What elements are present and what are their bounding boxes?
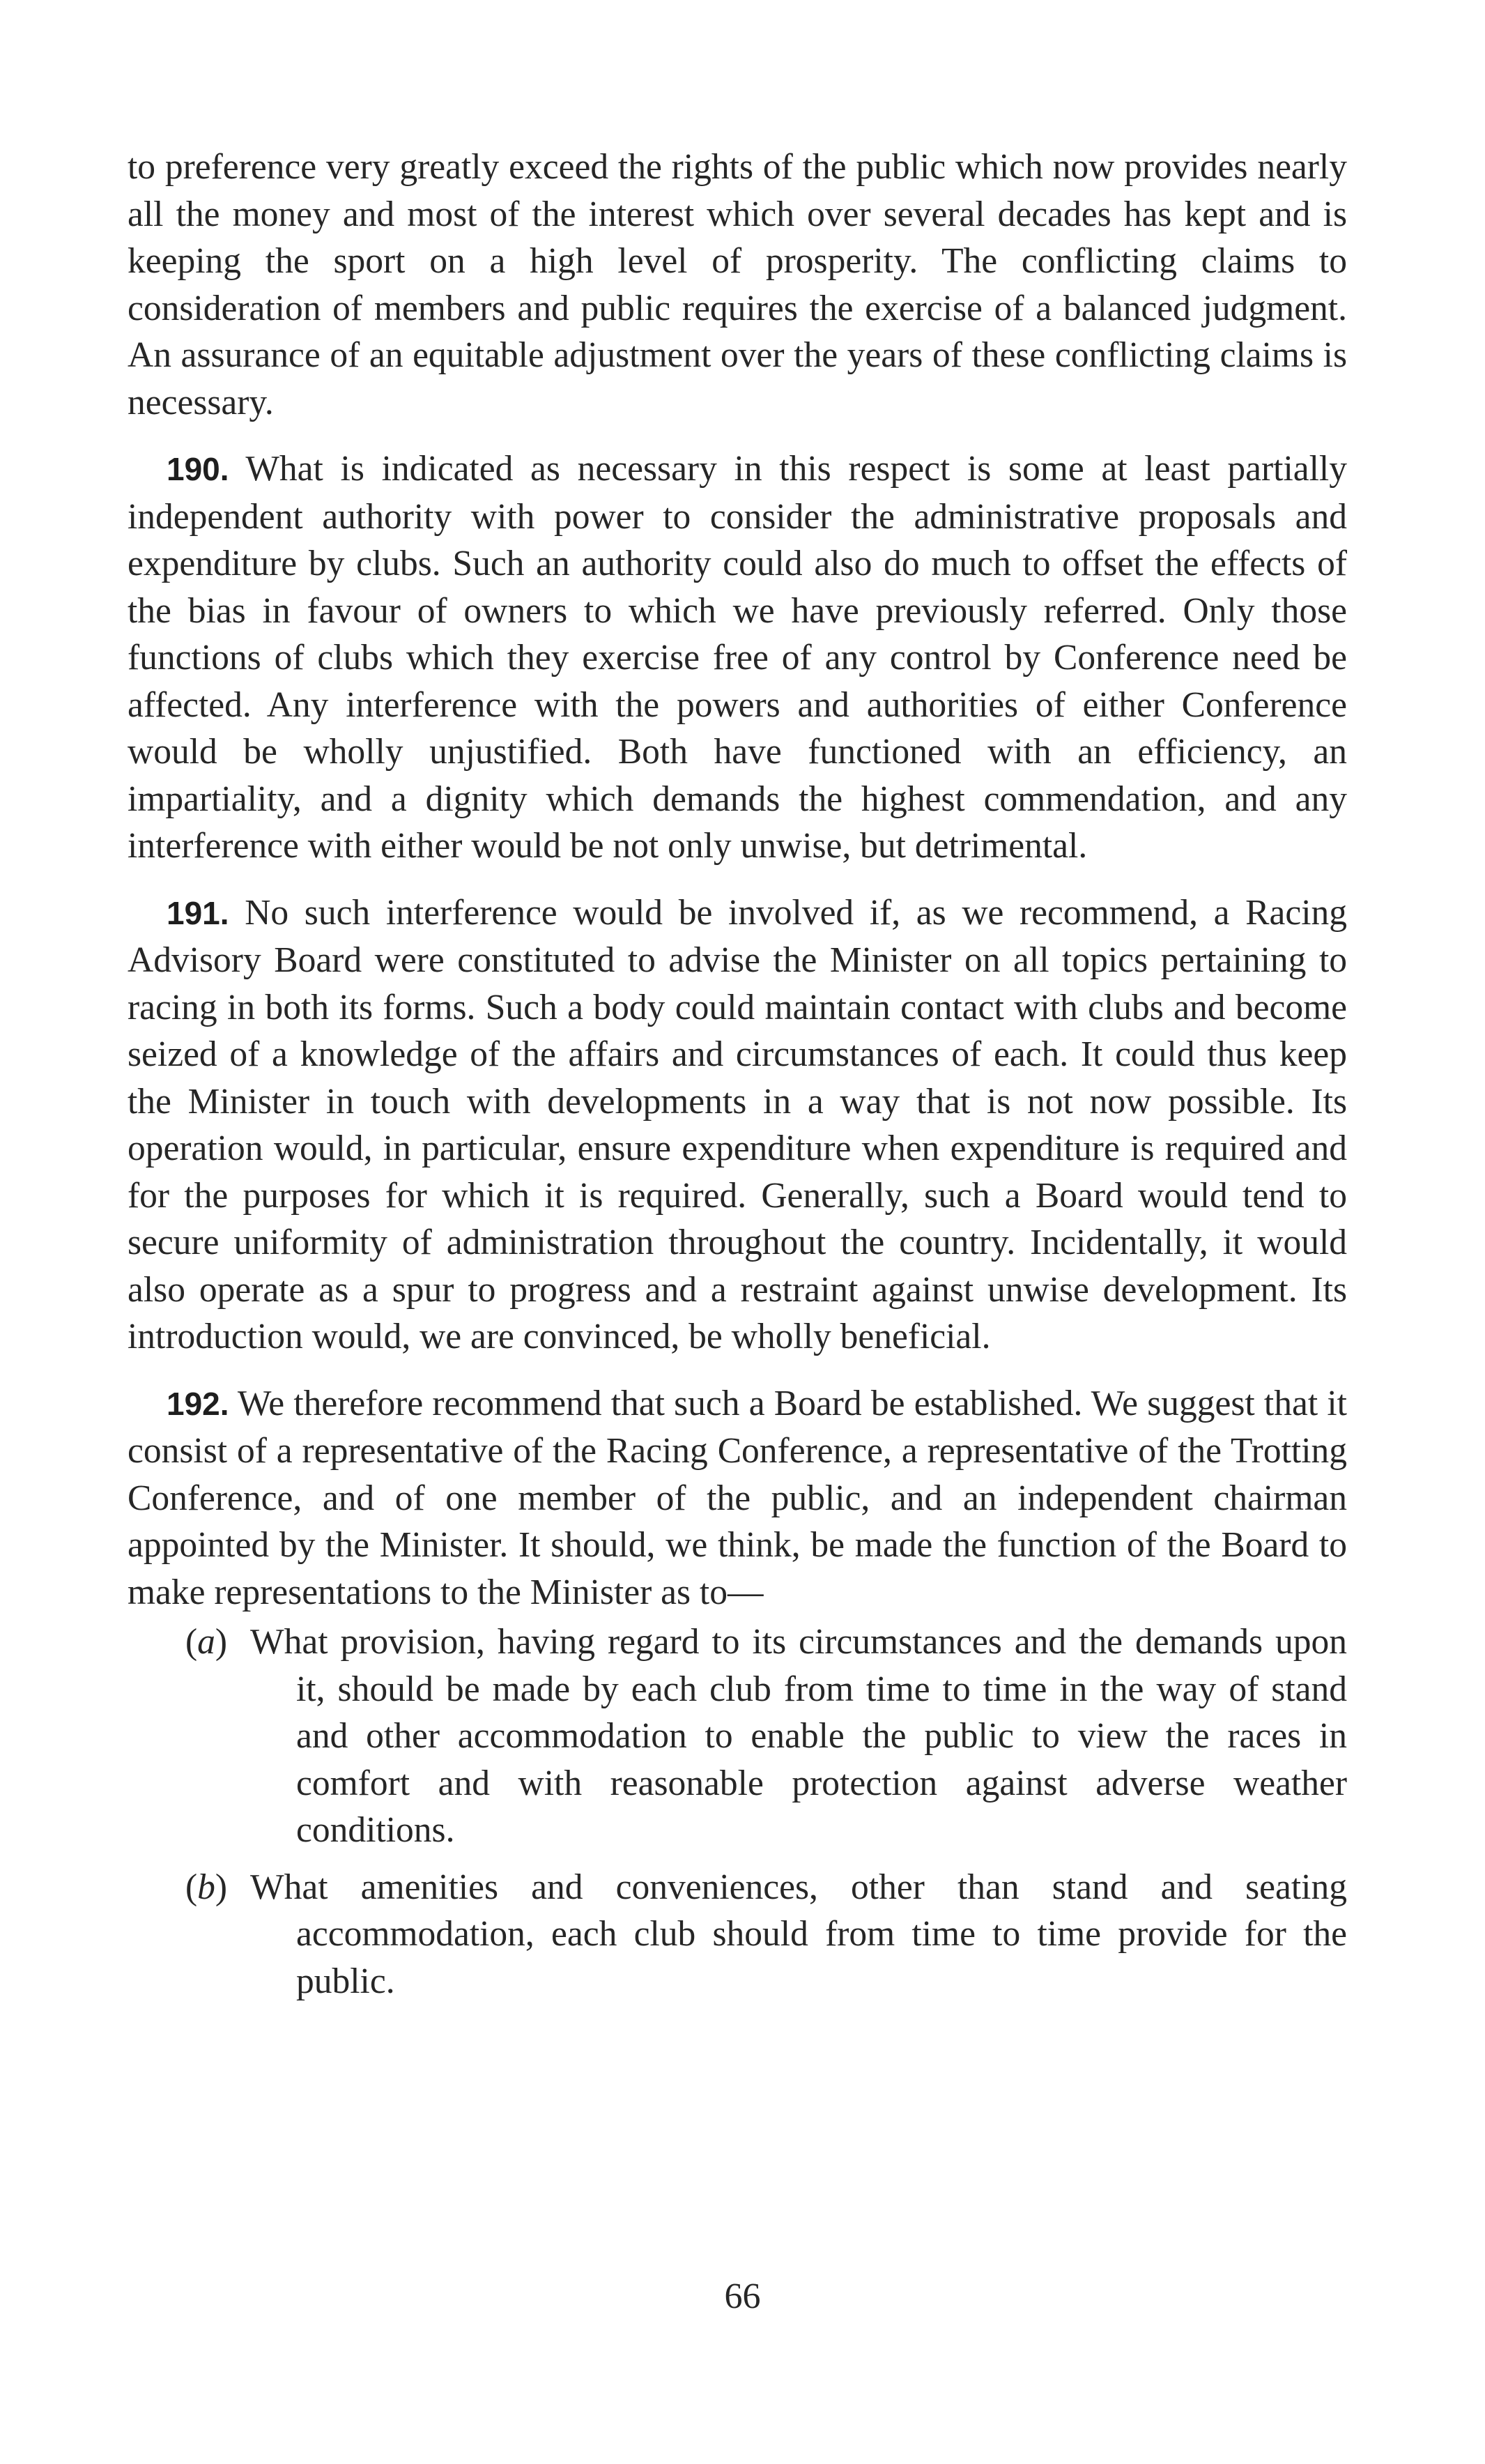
document-page <box>128 144 1347 2005</box>
paragraph-continued: to preference very greatly exceed the rights of the public which now provides nearly all the money and most of the interest which over several decades has kept and is keeping the sport on a high level of prosperity. The conflicting claims to consideration of members and public requires the exercise of a balanced judgment. An assurance of an equitable adjustment over the years of these conflicting claims is necessary. <box>128 147 1347 422</box>
list <box>128 1619 1347 2005</box>
list-item-a <box>128 1619 1347 1854</box>
list-item-b <box>128 1864 1347 2005</box>
paragraph-number: 192. <box>167 1385 229 1422</box>
paragraph-text: What is indicated as necessary in this respect is some at least partially independent authority with power to consider the administrative proposals and expenditure by clubs. Such an authority could also do much to offset the effects of the bias in favour of owners to which we have previously referred. Only those functions of clubs which they exercise free of any control by Conference need be affected. Any interference with the powers and authorities of either Conference would be wholly unjustified. Both have functioned with an efficiency, an impartiality, and a dignity which demands the highest commendation, and any interference with either would be not only unwise, but detrimental. <box>128 449 1347 866</box>
paragraph-number: 191. <box>167 894 229 931</box>
list-item-label: (a) <box>185 1622 228 1662</box>
page-number: 66 <box>724 2276 761 2316</box>
paragraph-text: No such interference would be involved if, as we recommend, a Racing Advisory Board were constituted to advise the Minister on all topics pertaining to racing in both its forms. Such a body could maintain contact with clubs and become seized of a knowledge of the affairs and circumstances of each. It could thus keep the Minister in touch with developments in a way that is not now possible. Its operation would, in particular, ensure expenditure when expenditure is required and for the purposes for which it is required. Generally, such a Board would tend to secure uniformity of administration throughout the country. Incidentally, it would also operate as a spur to progress and a restraint against unwise development. Its introduction would, we are convinced, be wholly beneficial. <box>128 892 1348 1356</box>
paragraph-191 <box>128 889 1347 1361</box>
list-item-text: What provision, having regard to its circumstances and the demands upon it, should be made by each club from time to time in the way of stand and other accommodation to enable the public to view the races in comfort and with reasonable protection against adverse weather conditions. <box>250 1622 1347 1850</box>
list-item-label: (b) <box>185 1867 228 1907</box>
paragraph-190 <box>128 445 1347 870</box>
paragraph-192 <box>128 1380 1347 1616</box>
paragraph-number: 190. <box>167 451 229 487</box>
paragraph-text: We therefore recommend that such a Board be established. We suggest that it consist of a representative of the Racing Conference, a representative of the Trotting Conference, and of one member of the public, and an independent chairman appointed by the Minister. It should, we think, be made the function of the Board to make representations to the Minister as to— <box>128 1383 1347 1612</box>
list-item-text: What amenities and conveniences, other than stand and seating accommodation, each club should from time to time provide for the public. <box>250 1867 1347 2001</box>
